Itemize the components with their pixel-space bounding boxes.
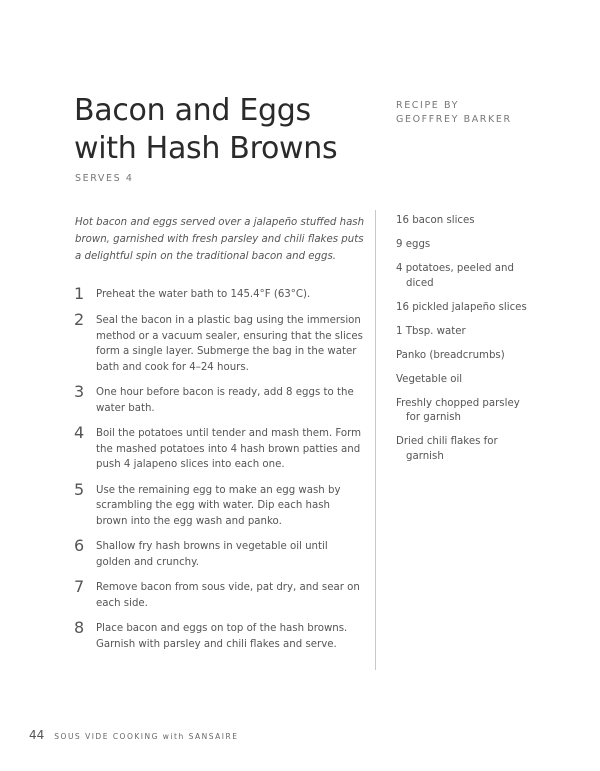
step-text: Seal the bacon in a plastic bag using the immersion method or a vacuum sealer, ensuring that the slices form a single layer. Submerge the bag in the water bath and cook for 4–24 hours. (96, 315, 363, 373)
ingredient-item: Panko (breadcrumbs) (396, 349, 505, 361)
step-number: 7 (74, 577, 85, 596)
step-text: Place bacon and eggs on top of the hash browns. Garnish with parsley and chili flakes and serve. (96, 623, 348, 650)
ingredient-item: 1 Tbsp. water (396, 325, 466, 337)
step-text: Use the remaining egg to make an egg wash by scrambling the egg with water. Dip each hash brown into the egg wash and panko. (96, 484, 341, 527)
book-title: SOUS VIDE COOKING with SANSAIRE (54, 732, 239, 741)
recipe-title (74, 92, 374, 168)
step-item (74, 310, 364, 375)
step-text: Boil the potatoes until tender and mash them. Form the mashed potatoes into 4 hash brown patties and push 4 jalapeno slices into each one. (96, 428, 362, 470)
page-number: 44 (29, 728, 45, 742)
steps-list (74, 284, 364, 662)
step-number: 6 (74, 536, 85, 555)
step-text: Shallow fry hash browns in vegetable oil until golden and crunchy. (96, 541, 328, 568)
step-item (74, 536, 364, 570)
step-number: 4 (74, 423, 85, 442)
ingredient-item: Dried chili flakes for garnish (396, 436, 498, 462)
step-item (74, 618, 364, 652)
step-number: 1 (74, 284, 85, 303)
step-number: 3 (74, 382, 85, 401)
recipe-title-line-1: Bacon and Eggs (74, 93, 311, 128)
ingredient-item: 4 potatoes, peeled and diced (396, 263, 514, 289)
step-text: One hour before bacon is ready, add 8 eggs to the water bath. (96, 387, 354, 414)
recipe-title-line-2: with Hash Browns (74, 131, 338, 166)
step-item (74, 577, 364, 611)
step-number: 5 (74, 479, 85, 499)
step-item (74, 284, 364, 303)
recipe-intro: Hot bacon and eggs served over a jalapeño stuffed hash brown, garnished with fresh parsley and chili flakes puts a delightful spin on the traditional bacon and eggs. (75, 217, 365, 262)
ingredient-item: 16 pickled jalapeño slices (396, 301, 527, 313)
ingredient-item: Vegetable oil (396, 373, 463, 385)
ingredient-item: 16 bacon slices (396, 215, 475, 226)
ingredient-item: 9 eggs (396, 239, 431, 250)
step-item (74, 423, 364, 473)
step-text: Preheat the water bath to 145.4°F (63°C). (96, 289, 311, 300)
serves-label: SERVES 4 (75, 173, 134, 184)
step-text: Remove bacon from sous vide, pat dry, and sear on each side. (96, 582, 360, 609)
step-item (74, 479, 364, 530)
step-number: 2 (74, 310, 85, 329)
page-footer (29, 728, 238, 742)
ingredients-list (396, 214, 536, 474)
recipe-byline (396, 99, 512, 127)
byline-author: GEOFFREY BARKER (396, 114, 512, 125)
step-number: 8 (74, 618, 85, 637)
byline-label: RECIPE BY (396, 100, 459, 111)
column-divider (375, 210, 376, 670)
ingredient-item: Freshly chopped parsley for garnish (396, 397, 520, 423)
step-item (74, 382, 364, 416)
